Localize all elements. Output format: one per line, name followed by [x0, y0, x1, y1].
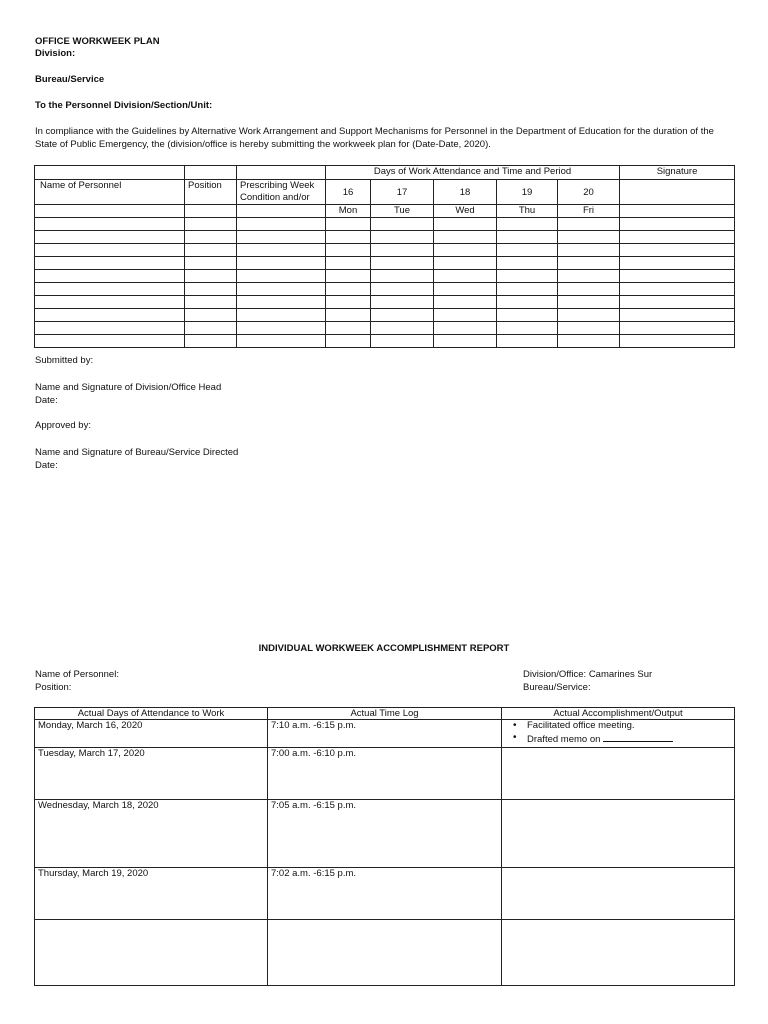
day-header: Thu: [497, 205, 558, 218]
report-time-cell: 7:10 a.m. -6:15 p.m.: [268, 720, 502, 748]
table-cell: [497, 257, 558, 270]
table-cell: [371, 244, 434, 257]
accomplishment-cell: [502, 800, 735, 868]
table-cell: [185, 270, 237, 283]
table-cell: [434, 335, 497, 348]
table-cell: [497, 309, 558, 322]
table-cell: [185, 257, 237, 270]
date-label: Date:: [35, 395, 58, 406]
table-cell: [558, 244, 620, 257]
table-cell: [326, 296, 371, 309]
table-cell: [558, 270, 620, 283]
plan-title: OFFICE WORKWEEK PLAN: [35, 36, 160, 47]
position-label: Position:: [35, 682, 72, 693]
prescribing-week-header: Prescribing Week Condition and/or: [237, 180, 326, 205]
table-cell: [497, 296, 558, 309]
recipient-label: To the Personnel Division/Section/Unit:: [35, 100, 213, 111]
table-cell: [434, 270, 497, 283]
report-time-cell: 7:00 a.m. -6:10 p.m.: [268, 748, 502, 800]
table-cell: [326, 270, 371, 283]
table-cell: [371, 218, 434, 231]
table-row: [35, 335, 735, 348]
table-cell: [185, 218, 237, 231]
table-cell: [185, 335, 237, 348]
table-cell: [185, 309, 237, 322]
table-cell: [371, 283, 434, 296]
table-row: [35, 296, 735, 309]
table-cell: [558, 231, 620, 244]
table-cell: [434, 218, 497, 231]
table-cell: [237, 205, 326, 218]
table-cell: [237, 322, 326, 335]
day-header: Wed: [434, 205, 497, 218]
table-cell: [326, 244, 371, 257]
table-cell: [35, 283, 185, 296]
report-day-cell: [35, 920, 268, 986]
date-header: 17: [371, 180, 434, 205]
report-time-cell: [268, 920, 502, 986]
table-cell: [558, 218, 620, 231]
table-cell: [558, 257, 620, 270]
submitted-by-label: Submitted by:: [35, 355, 94, 366]
table-cell: [326, 335, 371, 348]
table-cell: [558, 335, 620, 348]
date-label: Date:: [35, 460, 58, 471]
date-header: 16: [326, 180, 371, 205]
accomplishment-cell: [502, 748, 735, 800]
table-cell: [35, 205, 185, 218]
table-cell: [237, 309, 326, 322]
table-cell: [620, 205, 735, 218]
table-cell: [371, 270, 434, 283]
date-header: 20: [558, 180, 620, 205]
table-cell: [185, 231, 237, 244]
header-blank-cell: [35, 166, 185, 180]
table-row: [35, 231, 735, 244]
table-cell: [35, 270, 185, 283]
division-label: Division:: [35, 48, 76, 59]
table-cell: [237, 283, 326, 296]
table-cell: [558, 283, 620, 296]
blank-underline: [603, 732, 673, 742]
accomplishment-cell: [502, 868, 735, 920]
workweek-plan-table: [34, 165, 735, 348]
table-cell: [434, 257, 497, 270]
approved-by-label: Approved by:: [35, 420, 91, 431]
report-day-cell: Monday, March 16, 2020: [35, 720, 268, 748]
days-attendance-header: Actual Days of Attendance to Work: [35, 708, 268, 720]
table-row: [35, 322, 735, 335]
accomplishment-cell: [502, 920, 735, 986]
position-header: Position: [185, 180, 237, 205]
accomplishment-report-table: [34, 707, 735, 986]
table-cell: [185, 296, 237, 309]
table-cell: [497, 218, 558, 231]
table-cell: [326, 257, 371, 270]
table-cell: [558, 296, 620, 309]
bureau-service-label: Bureau/Service:: [523, 682, 591, 693]
table-cell: [434, 244, 497, 257]
division-head-signature-label: Name and Signature of Division/Office Head: [35, 382, 222, 393]
time-log-header: Actual Time Log: [268, 708, 502, 720]
table-cell: [35, 218, 185, 231]
compliance-paragraph: In compliance with the Guidelines by Alternative Work Arrangement and Support Mechanisms for Personnel in the Department of Education for the duration of the State of Public Emergency, the (division/office is hereby submitting the workweek plan for (Date-Date, 2020).: [35, 126, 714, 150]
table-cell: [237, 244, 326, 257]
table-cell: [434, 309, 497, 322]
report-day-cell: Thursday, March 19, 2020: [35, 868, 268, 920]
signature-cell: [620, 180, 735, 205]
table-cell: [434, 283, 497, 296]
table-cell: [371, 335, 434, 348]
table-cell: [35, 296, 185, 309]
table-cell: [371, 322, 434, 335]
table-cell: [620, 296, 735, 309]
table-cell: [620, 244, 735, 257]
accomplishment-list: [505, 720, 731, 745]
table-cell: [326, 283, 371, 296]
table-row: [35, 283, 735, 296]
header-blank-cell: [185, 166, 237, 180]
table-cell: [237, 218, 326, 231]
table-cell: [35, 335, 185, 348]
table-cell: [185, 322, 237, 335]
bureau-label: Bureau/Service: [35, 74, 105, 85]
table-cell: [237, 231, 326, 244]
table-cell: [497, 270, 558, 283]
table-cell: [620, 257, 735, 270]
table-cell: [434, 231, 497, 244]
table-cell: [620, 270, 735, 283]
table-cell: [620, 322, 735, 335]
table-cell: [620, 283, 735, 296]
table-cell: [35, 309, 185, 322]
table-cell: [497, 244, 558, 257]
attendance-group-header: Days of Work Attendance and Time and Period: [326, 166, 620, 180]
report-title: INDIVIDUAL WORKWEEK ACCOMPLISHMENT REPORT: [258, 643, 510, 654]
name-of-personnel-header: Name of Personnel: [35, 180, 185, 205]
table-cell: [237, 296, 326, 309]
date-header: 18: [434, 180, 497, 205]
table-cell: [185, 205, 237, 218]
accomplishment-header: Actual Accomplishment/Output: [502, 708, 735, 720]
day-header: Fri: [558, 205, 620, 218]
table-row: [35, 218, 735, 231]
table-cell: [35, 231, 185, 244]
report-time-cell: 7:02 a.m. -6:15 p.m.: [268, 868, 502, 920]
table-row: [35, 270, 735, 283]
table-cell: [497, 335, 558, 348]
report-day-cell: Wednesday, March 18, 2020: [35, 800, 268, 868]
table-cell: [237, 257, 326, 270]
table-row: [35, 244, 735, 257]
day-header: Tue: [371, 205, 434, 218]
table-cell: [371, 231, 434, 244]
table-cell: [620, 218, 735, 231]
table-cell: [237, 270, 326, 283]
table-cell: [326, 309, 371, 322]
table-cell: [497, 283, 558, 296]
table-cell: [620, 231, 735, 244]
table-cell: [434, 296, 497, 309]
accomplishment-cell: [502, 720, 735, 748]
table-row: [35, 309, 735, 322]
table-cell: [434, 322, 497, 335]
list-item: • Drafted memo on: [527, 732, 731, 746]
table-cell: [558, 322, 620, 335]
report-time-cell: 7:05 a.m. -6:15 p.m.: [268, 800, 502, 868]
day-header: Mon: [326, 205, 371, 218]
list-item: • Facilitated office meeting.: [527, 720, 731, 732]
table-cell: [326, 231, 371, 244]
signature-header: Signature: [620, 166, 735, 180]
table-cell: [35, 322, 185, 335]
division-office-label: Division/Office: Camarines Sur: [523, 669, 653, 680]
table-cell: [558, 309, 620, 322]
table-cell: [237, 335, 326, 348]
table-cell: [371, 296, 434, 309]
date-header: 19: [497, 180, 558, 205]
table-cell: [326, 322, 371, 335]
table-cell: [497, 231, 558, 244]
table-cell: [185, 244, 237, 257]
bureau-director-signature-label: Name and Signature of Bureau/Service Directed: [35, 447, 239, 458]
table-cell: [371, 309, 434, 322]
table-cell: [620, 309, 735, 322]
header-blank-cell: [237, 166, 326, 180]
table-cell: [35, 244, 185, 257]
table-cell: [35, 257, 185, 270]
table-cell: [185, 283, 237, 296]
table-cell: [497, 322, 558, 335]
report-day-cell: Tuesday, March 17, 2020: [35, 748, 268, 800]
table-cell: [371, 257, 434, 270]
table-cell: [620, 335, 735, 348]
table-cell: [326, 218, 371, 231]
name-of-personnel-label: Name of Personnel:: [35, 669, 119, 680]
table-row: [35, 257, 735, 270]
